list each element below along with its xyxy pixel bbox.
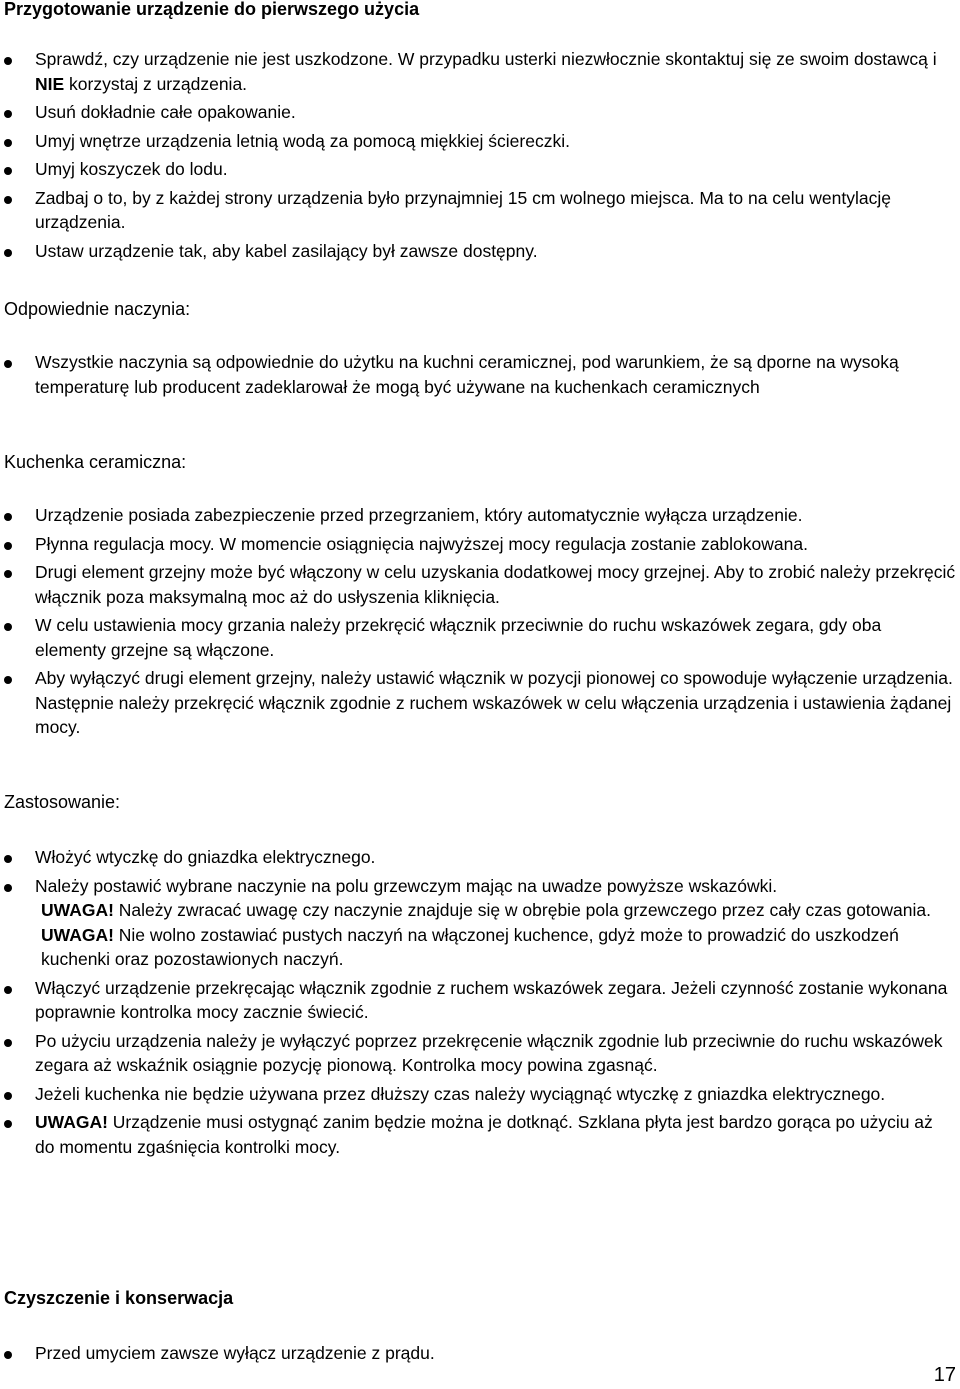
heading-first-use: Przygotowanie urządzenie do pierwszego użycia	[4, 0, 420, 19]
list-item: Ustaw urządzenie tak, aby kabel zasilający był zawsze dostępny.	[0, 239, 956, 264]
heading-cleaning: Czyszczenie i konserwacja	[4, 1288, 234, 1308]
list-usage	[0, 845, 956, 1159]
list-cookware	[0, 350, 956, 399]
list-item: Umyj wnętrze urządzenia letnią wodą za pomocą miękkiej ściereczki.	[0, 129, 956, 154]
list-item: Wszystkie naczynia są odpowiednie do użytku na kuchni ceramicznej, pod warunkiem, że są dporne na wysoką temperaturę lub producent zadeklarował że mogą być używane na kuchenkach ceramicznych	[0, 350, 956, 399]
list-item: Jeżeli kuchenka nie będzie używana przez dłuższy czas należy wyciągnąć wtyczkę z gniazdka elektrycznego.	[0, 1082, 956, 1107]
list-item: Sprawdź, czy urządzenie nie jest uszkodzone. W przypadku usterki niezwłocznie skontaktuj się ze swoim dostawcą i NIE korzystaj z urządzenia.	[0, 47, 956, 96]
warning-note: UWAGA! Nie wolno zostawiać pustych naczyń na włączonej kuchence, gdyż może to prowadzić do uszkodzeń kuchenki oraz pozostawionych naczyń.	[41, 924, 899, 969]
list-item: Przed umyciem zawsze wyłącz urządzenie z prądu.	[0, 1341, 956, 1366]
warning-note: UWAGA! Należy zwracać uwagę czy naczynie znajduje się w obrębie pola grzewczego przez cały czas gotowania.	[41, 900, 931, 920]
list-item: Włączyć urządzenie przekręcając włącznik zgodnie z ruchem wskazówek zegara. Jeżeli czynność zostanie wykonana poprawnie kontrolka mocy zacznie świecić.	[0, 976, 956, 1025]
list-item: Usuń dokładnie całe opakowanie.	[0, 100, 956, 125]
list-item: Drugi element grzejny może być włączony w celu uzyskania dodatkowej mocy grzejnej. Aby to zrobić należy przekręcić włącznik poza maksymalną moc aż do usłyszenia kliknięcia.	[0, 560, 956, 609]
list-item: Umyj koszyczek do lodu.	[0, 157, 956, 182]
list-item: Płynna regulacja mocy. W momencie osiągnięcia najwyższej mocy regulacja zostanie zablokowana.	[0, 532, 956, 557]
heading-ceramic-hob: Kuchenka ceramiczna:	[4, 452, 187, 472]
page-number: 17	[933, 1364, 956, 1386]
list-item: Włożyć wtyczkę do gniazdka elektrycznego.	[0, 845, 956, 870]
list-item: UWAGA! Urządzenie musi ostygnąć zanim będzie można je dotknąć. Szklana płyta jest bardzo gorąca po użyciu aż do momentu zgaśnięcia kontrolki mocy.	[0, 1110, 956, 1159]
list-item: Urządzenie posiada zabezpieczenie przed przegrzaniem, który automatycznie wyłącza urządzenie.	[0, 503, 956, 528]
list-cleaning	[0, 1341, 956, 1366]
heading-usage: Zastosowanie:	[4, 792, 121, 812]
list-first-use	[0, 47, 956, 263]
list-item: Aby wyłączyć drugi element grzejny, należy ustawić włącznik w pozycji pionowej co spowoduje wyłączenie urządzenia. Następnie należy przekręcić włącznik zgodnie z ruchem wskazówek w celu włączenia urządzenia i ustawienia żądanej mocy.	[0, 666, 956, 740]
list-item: Po użyciu urządzenia należy je wyłączyć poprzez przekręcenie włącznik zgodnie lub przeciwnie do ruchu wskazówek zegara aż wskaźnik osiągnie pozycję pionową. Kontrolka mocy powina zgasnąć.	[0, 1029, 956, 1078]
list-ceramic-hob	[0, 503, 956, 740]
heading-cookware: Odpowiednie naczynia:	[4, 299, 191, 319]
list-item: W celu ustawienia mocy grzania należy przekręcić włącznik przeciwnie do ruchu wskazówek zegara, gdy oba elementy grzejne są włączone.	[0, 613, 956, 662]
list-item: Zadbaj o to, by z każdej strony urządzenia było przynajmniej 15 cm wolnego miejsca. Ma to na celu wentylację urządzenia.	[0, 186, 956, 235]
list-item: Należy postawić wybrane naczynie na polu grzewczym mając na uwadze powyższe wskazówki. UWAGA! Należy zwracać uwagę czy naczynie znajduje się w obrębie pola grzewczego przez cały czas gotowania. UWAGA! Nie wolno zostawiać pustych naczyń na włączonej kuchence, gdyż może to prowadzić do uszkodzeń kuchenki oraz pozostawionych naczyń.	[0, 874, 956, 972]
